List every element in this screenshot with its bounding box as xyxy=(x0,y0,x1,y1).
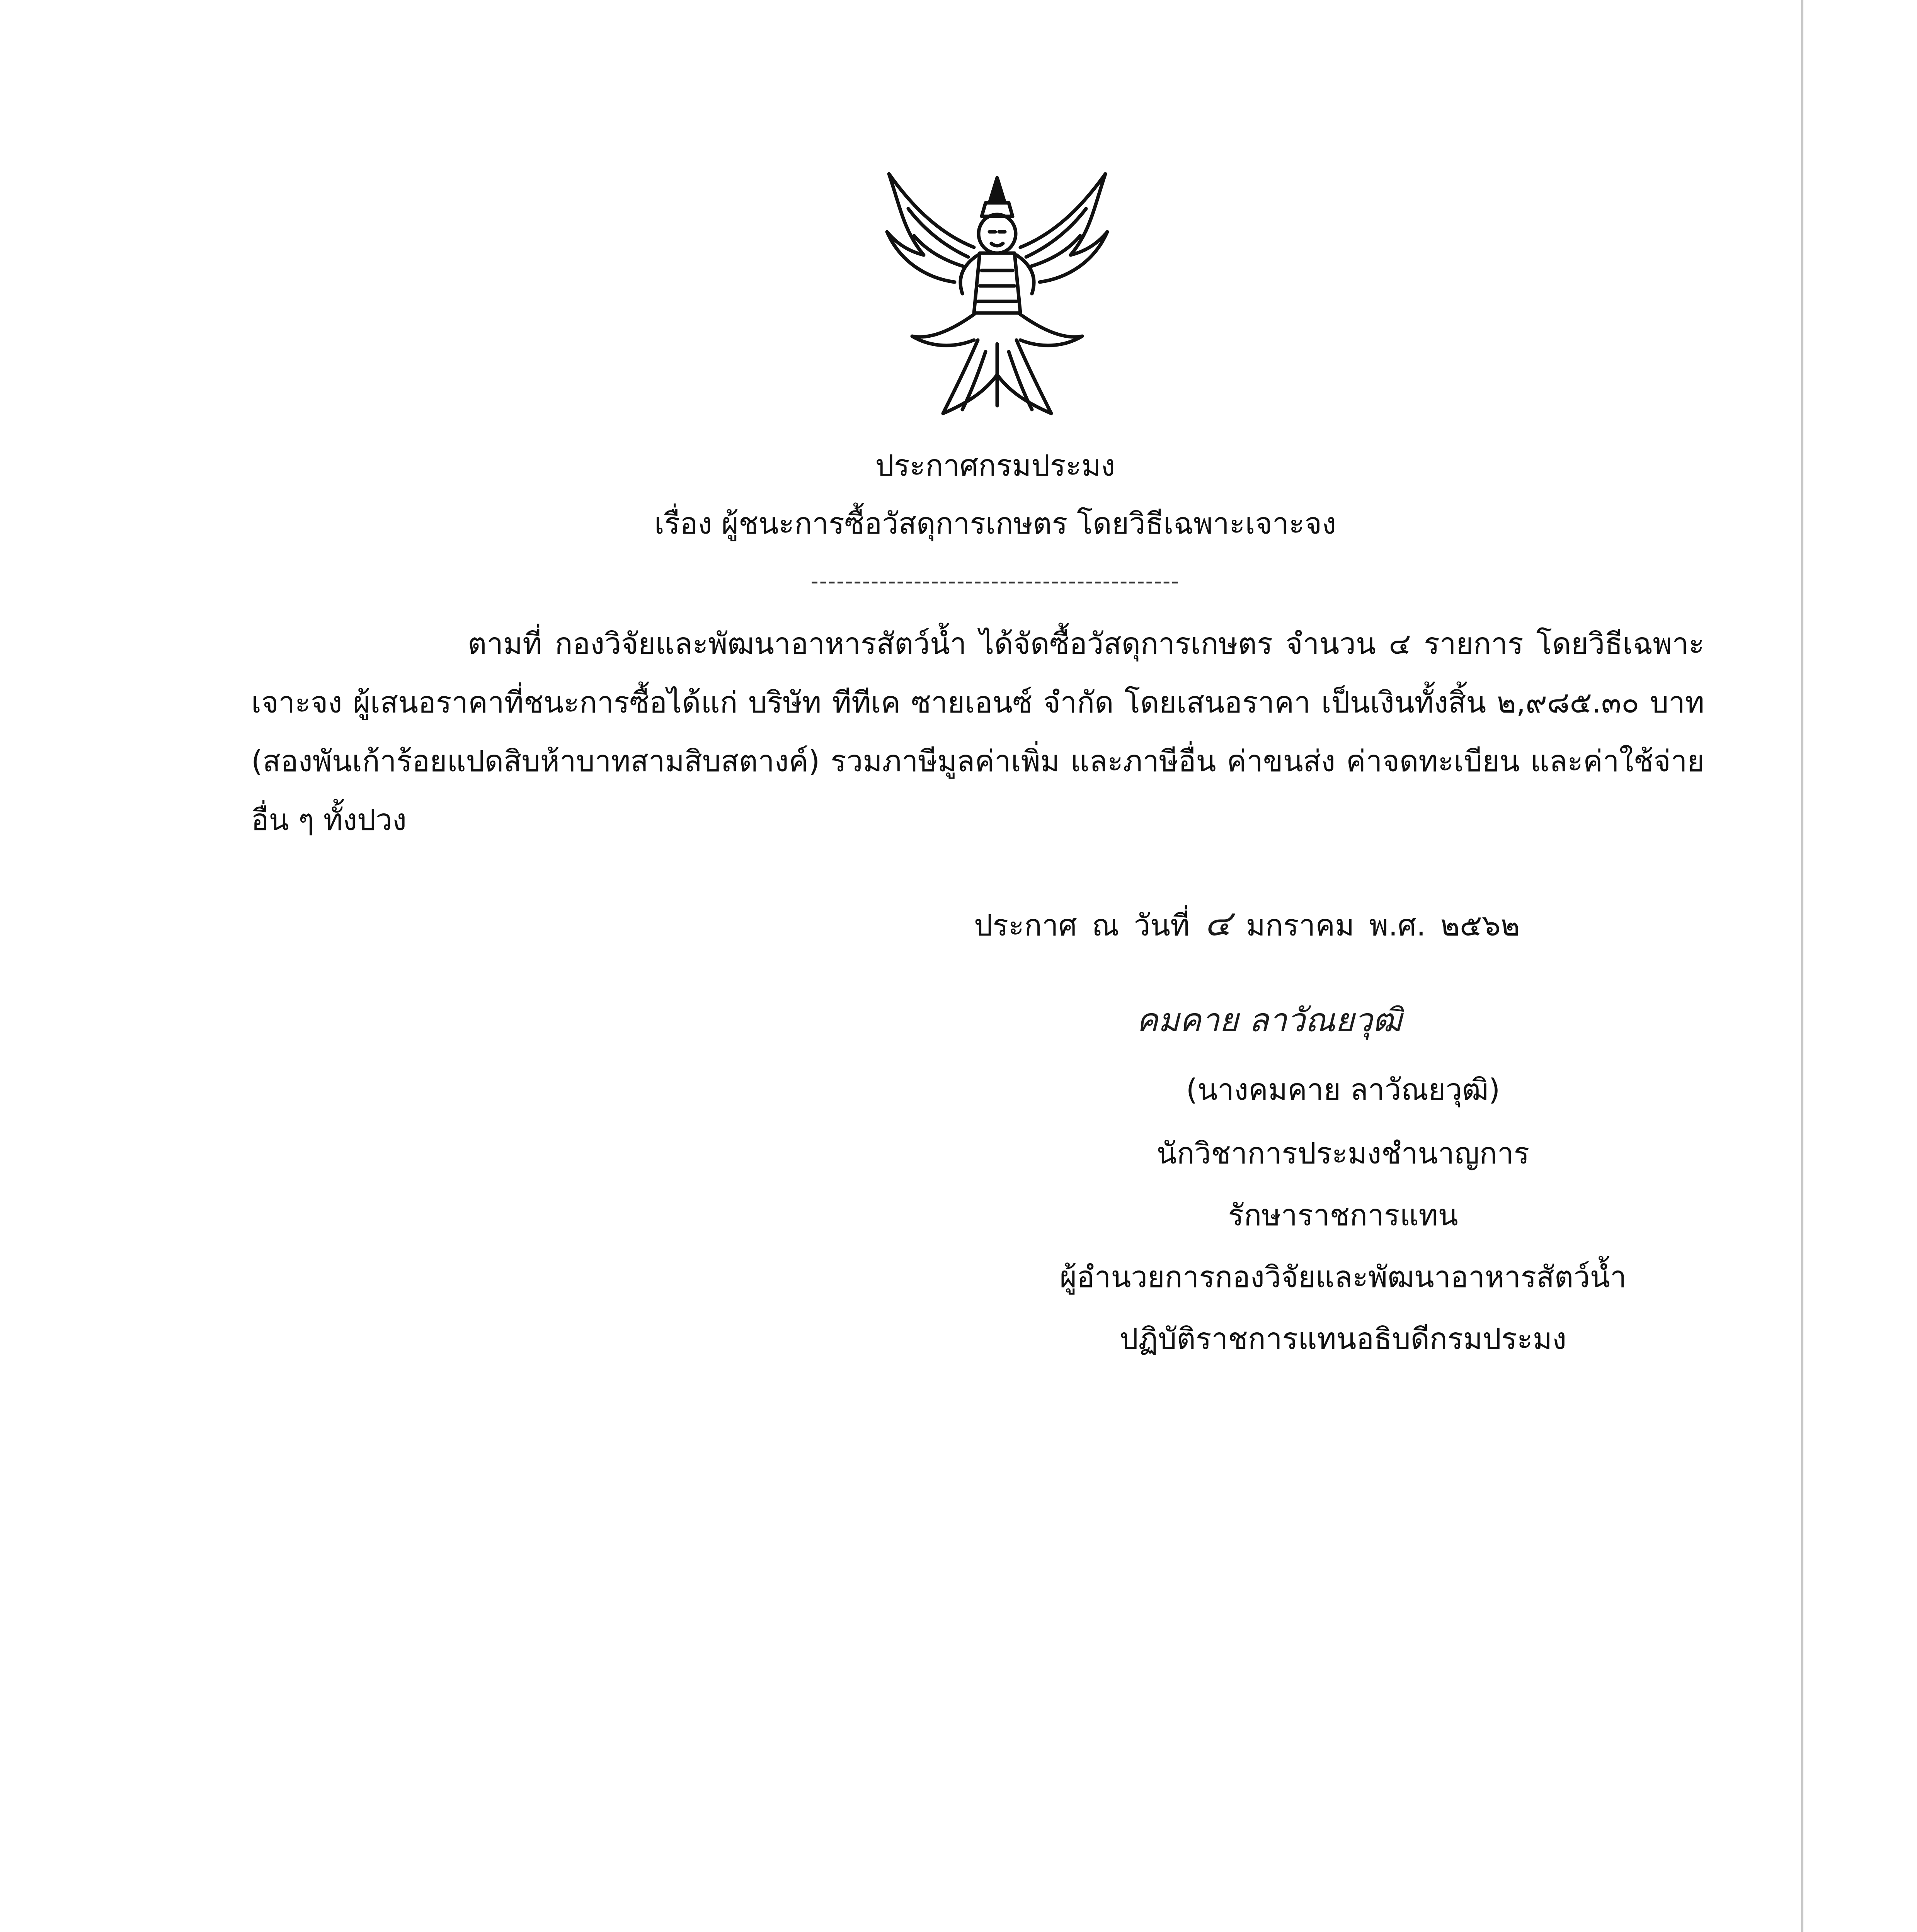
date-era: พ.ศ. xyxy=(1369,908,1426,942)
date-at: ณ xyxy=(1091,908,1119,942)
page-edge-line xyxy=(1801,0,1803,1932)
body-text: ตามที่ กองวิจัยและพัฒนาอาหารสัตว์น้ำ ได้จัดซื้อวัสดุการเกษตร จำนวน ๔ รายการ โดยวิธีเฉพาะเจาะจง ผู้เสนอราคาที่ชนะการซื้อได้แก่ บริษัท ทีทีเค ซายเอนซ์ จำกัด โดยเสนอราคา เป็นเงินทั้งสิ้น ๒,๙๘๕.๓๐ บาท (สองพันเก้าร้อยแปดสิบห้าบาทสามสิบสตางค์) รวมภาษีมูลค่าเพิ่ม และภาษีอื่น ค่าขนส่ง ค่าจดทะเบียน และค่าใช้จ่ายอื่น ๆ ทั้งปวง xyxy=(251,626,1704,837)
date-prefix: ประกาศ xyxy=(974,908,1077,942)
separator-line: ------------------------------------------- xyxy=(810,569,1180,594)
date-day: ๔ xyxy=(1204,903,1231,944)
document-title: ประกาศกรมประมง xyxy=(875,448,1115,483)
signatory-name: (นางคมคาย ลาวัณยวุฒิ) xyxy=(1186,1072,1500,1107)
date-month: มกราคม xyxy=(1246,908,1355,942)
date-day-label: วันที่ xyxy=(1134,908,1190,942)
signatory-on-behalf: ปฏิบัติราชการแทนอธิบดีกรมประมง xyxy=(1119,1321,1567,1356)
handwritten-signature: คมคาย ลาวัณยวุฒิ xyxy=(1136,1001,1402,1039)
signatory-position: นักวิชาการประมงชำนาญการ xyxy=(1156,1136,1530,1170)
signatory-director: ผู้อำนวยการกองวิจัยและพัฒนาอาหารสัตว์น้ำ xyxy=(1059,1260,1627,1294)
document-subject: เรื่อง ผู้ชนะการซื้อวัสดุการเกษตร โดยวิธีเฉพาะเจาะจง xyxy=(654,506,1336,541)
body-paragraph xyxy=(251,614,1704,849)
garuda-emblem-icon xyxy=(877,166,1117,429)
date-year: ๒๕๖๒ xyxy=(1440,908,1520,942)
announcement-date xyxy=(974,900,1708,949)
signatory-acting: รักษาราชการแทน xyxy=(1228,1198,1458,1232)
